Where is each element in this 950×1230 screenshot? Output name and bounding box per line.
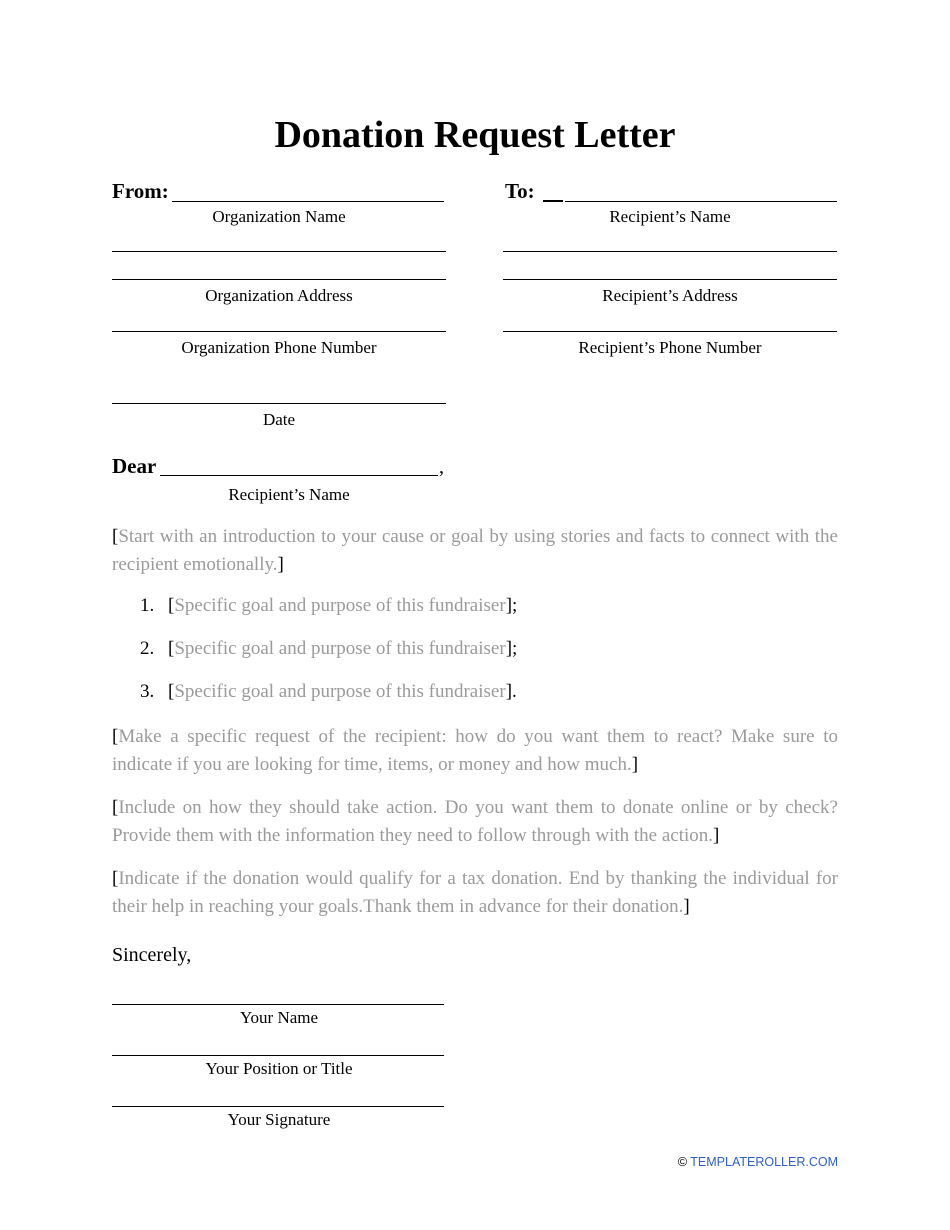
organization-address-caption: Organization Address	[205, 286, 353, 305]
recipient-address-line-2[interactable]	[503, 279, 837, 280]
request-paragraph: [Make a specific request of the recipient: how do you want them to react? Make sure to indicate if you are looking for time, items, or money and how much.]	[112, 726, 838, 775]
list-item: 3. [Specific goal and purpose of this fundraiser].	[140, 681, 517, 702]
recipient-phone-caption: Recipient’s Phone Number	[578, 338, 762, 357]
organization-name-line[interactable]	[172, 201, 444, 202]
dear-recipient-line[interactable]	[160, 475, 438, 476]
your-signature-caption: Your Signature	[227, 1110, 331, 1129]
closing-text: Sincerely,	[112, 944, 192, 966]
your-name-line[interactable]	[112, 1004, 444, 1005]
recipient-address-line-1[interactable]	[503, 251, 837, 252]
your-signature-line[interactable]	[112, 1106, 444, 1107]
organization-address-line-2[interactable]	[112, 279, 446, 280]
dear-comma: ,	[439, 456, 444, 478]
recipient-name-line[interactable]	[565, 201, 837, 202]
from-label: From:	[112, 179, 169, 203]
recipient-address-caption: Recipient’s Address	[602, 286, 738, 305]
organization-phone-caption: Organization Phone Number	[181, 338, 377, 357]
action-paragraph: [Include on how they should take action. Do you want them to donate online or by check? Provide them with the information they need to follow through with the action.]	[112, 797, 838, 846]
dear-label: Dear	[112, 454, 157, 478]
date-line[interactable]	[112, 403, 446, 404]
organization-address-line-1[interactable]	[112, 251, 446, 252]
recipient-name-caption: Recipient’s Name	[609, 207, 731, 226]
to-label: To:	[505, 179, 535, 203]
your-position-line[interactable]	[112, 1055, 444, 1056]
site-link[interactable]: TEMPLATEROLLER.COM	[690, 1155, 838, 1169]
your-name-caption: Your Name	[239, 1008, 319, 1027]
dear-recipient-caption: Recipient’s Name	[228, 485, 350, 504]
recipient-phone-line[interactable]	[503, 331, 837, 332]
to-line-mark	[543, 200, 563, 202]
your-position-caption: Your Position or Title	[205, 1059, 353, 1078]
list-item: 1. [Specific goal and purpose of this fundraiser];	[140, 595, 518, 616]
list-item: 2. [Specific goal and purpose of this fundraiser];	[140, 638, 518, 659]
tax-paragraph: [Indicate if the donation would qualify for a tax donation. End by thanking the individual for their help in reaching your goals.Thank them in advance for their donation.]	[112, 868, 838, 917]
page-title: Donation Request Letter	[274, 114, 676, 156]
date-caption: Date	[262, 410, 296, 429]
copyright-symbol: ©	[677, 1155, 688, 1169]
organization-phone-line[interactable]	[112, 331, 446, 332]
organization-name-caption: Organization Name	[212, 207, 346, 226]
intro-paragraph: [Start with an introduction to your cause or goal by using stories and facts to connect with the recipient emotionally.]	[112, 526, 838, 575]
footer-link[interactable]	[678, 1155, 838, 1169]
